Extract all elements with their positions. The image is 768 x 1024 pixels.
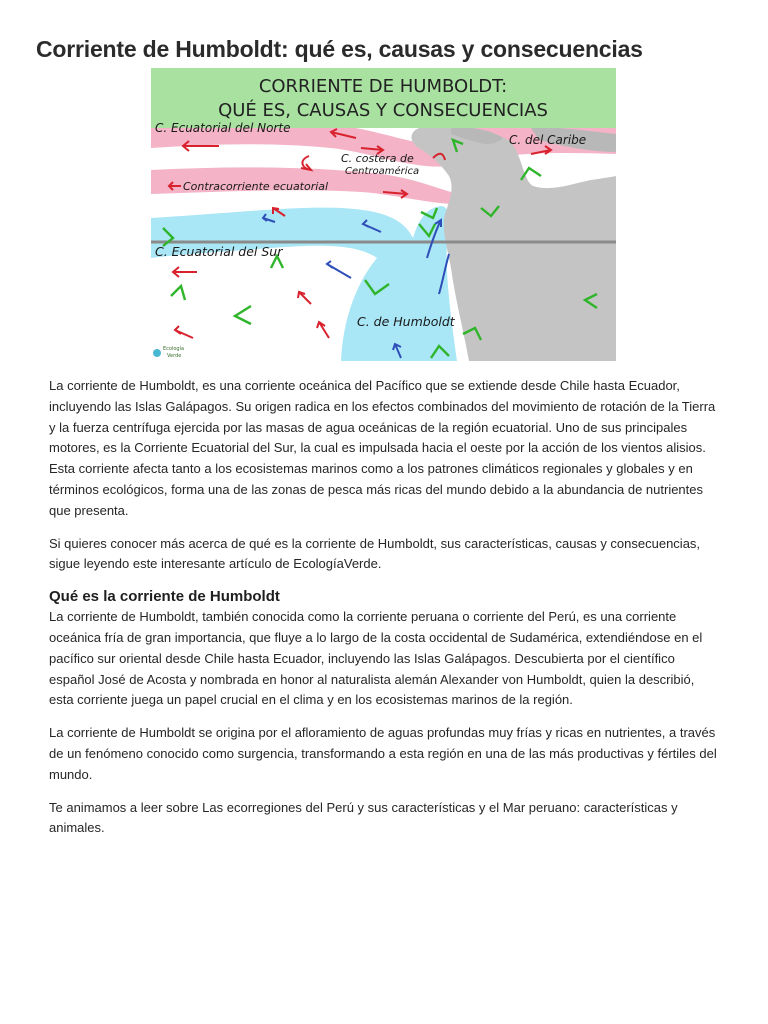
- related-links-paragraph: Te animamos a leer sobre Las ecorregiones del Perú y sus características y el Mar peruano: características y animales.: [49, 799, 678, 836]
- banner-line-2: QUÉ ES, CAUSAS Y CONSECUENCIAS: [218, 100, 548, 121]
- origin-paragraph: La corriente de Humboldt se origina por el afloramiento de aguas profundas muy frías y ricas en nutrientes, a través de un fenómeno conocido como surgencia, transformando a esta región en una de las más productivas y fértiles del mundo.: [49, 725, 717, 782]
- hero-image: [151, 68, 616, 361]
- article-title: Corriente de Humboldt: qué es, causas y consecuencias: [36, 36, 643, 62]
- label-costera-2: Centroamérica: [345, 166, 420, 177]
- humboldt-current-map: [151, 68, 616, 361]
- label-ecuatorial-sur: C. Ecuatorial del Sur: [155, 244, 283, 259]
- banner-line-1: CORRIENTE DE HUMBOLDT:: [258, 76, 508, 97]
- logo-line-2: Verde: [167, 353, 182, 359]
- article-body: [49, 376, 721, 851]
- invite-paragraph: Si quieres conocer más acerca de qué es la corriente de Humboldt, sus características, causas y consecuencias, sigue leyendo este interesante artículo de EcologíaVerde.: [49, 535, 701, 572]
- definition-paragraph: La corriente de Humboldt, también conocida como la corriente peruana o corriente del Perú, es una corriente oceánica fría de gran importancia, que fluye a lo largo de la costa occidental de Sudamérica, extendiéndose en el pacífico sur oriental desde Chile hasta Ecuador, incluyendo las Islas Galápagos. Descubierta por el científico español José de Acosta y nombrada en honor al naturalista alemán Alexander von Humboldt, quien la describió, esta corriente juega un papel crucial en el clima y en los ecosistemas marinos de la región.: [49, 609, 703, 708]
- section-heading: Qué es la corriente de Humboldt: [49, 588, 280, 606]
- label-humboldt: C. de Humboldt: [357, 314, 455, 329]
- label-contracorriente: Contracorriente ecuatorial: [183, 180, 329, 193]
- label-caribe: C. del Caribe: [509, 133, 587, 147]
- label-ecuatorial-norte: C. Ecuatorial del Norte: [155, 121, 291, 135]
- label-costera-1: C. costera de: [341, 152, 414, 165]
- intro-paragraph: La corriente de Humboldt, es una corriente oceánica del Pacífico que se extiende desde Chile hasta Ecuador, incluyendo las Islas Galápagos. Su origen radica en los efectos combinados del movimiento de rotación de la Tierra y la fuerza centrífuga ejercida por las masas de agua oceánicas de la región ecuatorial. Uno de sus principales motores, es la Corriente Ecuatorial del Sur, la cual es impulsada hacia el oeste por la acción de los vientos alisios. Esta corriente afecta tanto a los ecosistemas marinos como a los patrones climáticos regionales y globales y en términos ecológicos, forma una de las zonas de pesca más ricas del mundo debido a la abundancia de nutrientes que presenta.: [49, 378, 716, 518]
- logo-line-1: Ecología: [163, 346, 185, 352]
